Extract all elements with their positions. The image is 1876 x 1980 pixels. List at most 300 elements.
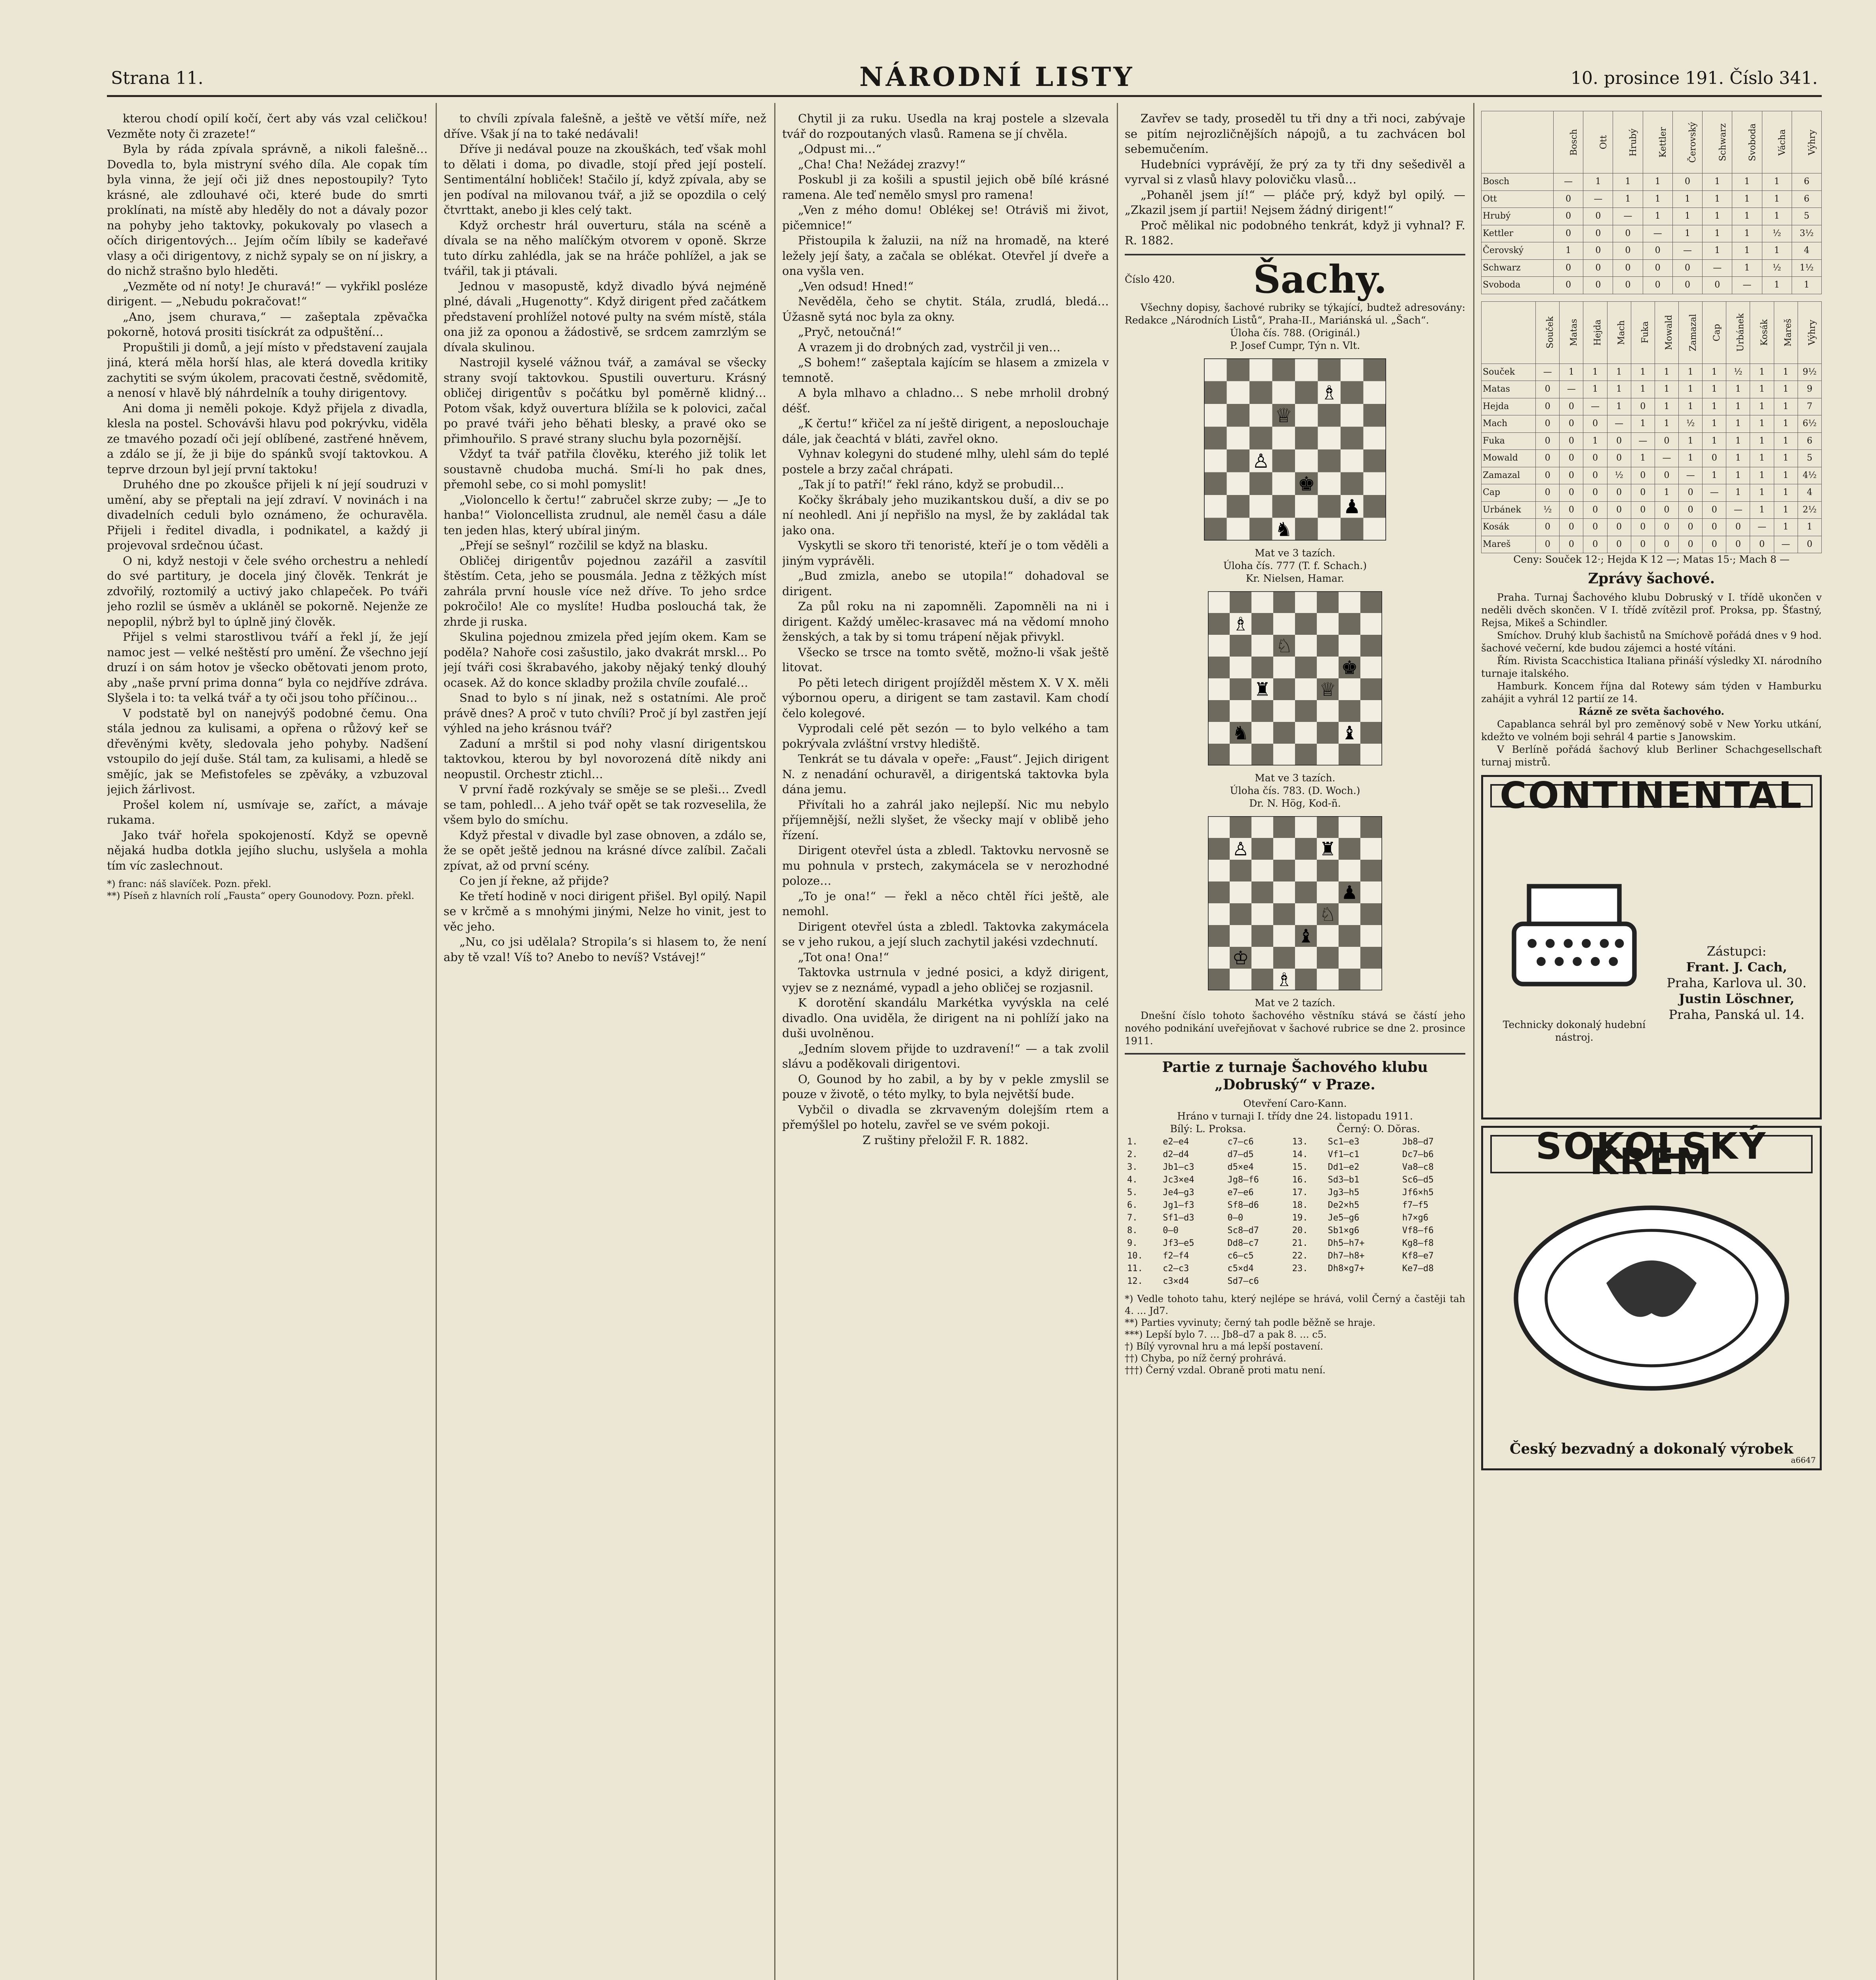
board-square xyxy=(1295,903,1317,925)
chess-piece xyxy=(1252,450,1270,472)
score-cell: 0 xyxy=(1583,259,1613,277)
paragraph: Vždyť ta tvář patřila člověku, kterého již tolik let soustavně chudoba muchá. Smí-li ho pak dnes, přemohl sebe, co si mohl pomyslit! xyxy=(444,447,766,491)
chess-piece xyxy=(1232,948,1249,969)
chess-piece xyxy=(1298,472,1315,495)
chess-piece xyxy=(1341,723,1358,744)
crosstable-row xyxy=(1482,519,1822,536)
board-square xyxy=(1273,722,1295,744)
paragraph: „S bohem!“ zašeptala kajícím se hlasem a zmizela v temnotě. xyxy=(782,356,1109,385)
score-cell: 1 xyxy=(1583,364,1607,381)
continental-advertisement xyxy=(1481,775,1822,1119)
board-square xyxy=(1364,518,1387,541)
move-cell: Kf8–e7 xyxy=(1402,1251,1434,1261)
score-cell: 0 xyxy=(1703,277,1732,294)
score-cell: 1 xyxy=(1792,277,1821,294)
move-cell: Va8–c8 xyxy=(1402,1162,1434,1172)
board-square xyxy=(1204,426,1227,449)
move-cell: Jf6×h5 xyxy=(1402,1187,1434,1198)
board-square xyxy=(1339,903,1360,925)
board-square xyxy=(1318,426,1341,449)
move-cell: 2. xyxy=(1127,1149,1138,1159)
crosstable-header: Matas xyxy=(1560,301,1583,364)
chess-piece xyxy=(1341,657,1358,679)
board-square xyxy=(1230,816,1251,838)
board-square xyxy=(1360,700,1382,722)
move-cell: 18. xyxy=(1292,1200,1308,1210)
score-cell: 0 xyxy=(1613,259,1643,277)
board-square xyxy=(1208,722,1230,744)
board-square xyxy=(1295,700,1317,722)
board-square xyxy=(1251,722,1273,744)
masthead-title: NÁRODNÍ LISTY xyxy=(859,61,1135,92)
paragraph: Prošel kolem ní, usmívaje se, zaříct, a mávaje rukama. xyxy=(107,798,428,826)
move-cell: De2×h5 xyxy=(1327,1200,1360,1210)
score-cell: 1 xyxy=(1554,242,1583,260)
footnotes xyxy=(107,878,428,902)
move-cell: Jc3×e4 xyxy=(1163,1175,1194,1185)
score-cell: 0 xyxy=(1750,536,1774,553)
move-cell: Dh8×g7+ xyxy=(1327,1263,1365,1274)
score-cell: 1 xyxy=(1703,190,1732,208)
score-cell: 0 xyxy=(1655,432,1678,450)
score-cell: 1 xyxy=(1655,398,1678,415)
board-square xyxy=(1251,903,1273,925)
crosstable-row xyxy=(1482,277,1822,294)
board-square xyxy=(1318,472,1341,495)
score-cell: 1 xyxy=(1732,225,1762,242)
board-square xyxy=(1204,449,1227,472)
crosstable-header: Zamazal xyxy=(1679,301,1703,364)
paragraph: Když orchestr hrál ouverturu, stála na scéně a dívala se na něho malíčkým otvorem v oponě. Skrze tuto dírku zahlédla, jak se na hráče pohlížel, a jak se tvářil, tak ji ptávali. xyxy=(444,218,766,278)
score-cell: 1 xyxy=(1774,519,1798,536)
score-cell: 0 xyxy=(1583,450,1607,467)
score-cell: — xyxy=(1554,173,1583,191)
score-cell: 1 xyxy=(1679,450,1703,467)
player-name: Schwarz xyxy=(1482,259,1554,277)
board-square xyxy=(1208,969,1230,990)
paragraph: „Tot ona! Ona!“ xyxy=(798,950,889,964)
score-cell: 1 xyxy=(1643,173,1672,191)
score-cell: — xyxy=(1703,484,1726,502)
chess-piece xyxy=(1275,404,1292,427)
score-cell: 0 xyxy=(1643,242,1672,260)
score-cell: — xyxy=(1672,242,1702,260)
player-name: Mach xyxy=(1482,415,1536,433)
move-cell: Kg8–f8 xyxy=(1402,1238,1434,1248)
move-row xyxy=(1126,1199,1465,1211)
chess-heading-row xyxy=(1125,258,1465,301)
ad-code: a6647 xyxy=(1791,1455,1816,1465)
chess-piece xyxy=(1232,839,1249,860)
score-cell: — xyxy=(1679,467,1703,484)
score-cell: 1 xyxy=(1732,173,1762,191)
score-cell: 0 xyxy=(1703,501,1726,519)
score-cell: 0 xyxy=(1583,501,1607,519)
score-cell: — xyxy=(1583,190,1613,208)
score-cell: ½ xyxy=(1607,467,1631,484)
news-item: Praha. Turnaj Šachového klubu Dobruský v I. třídě ukončen v neděli dvěch skončen. V I. třídě zvítězil prof. Proksa, pp. Šťastný, Rejsa, Mikeš a Schindler. xyxy=(1481,592,1822,628)
score-cell: 0 xyxy=(1536,381,1560,398)
board-square xyxy=(1339,969,1360,990)
move-cell: h7×g6 xyxy=(1402,1213,1428,1223)
paragraph: „Violoncello k čertu!“ zabručel skrze zuby; — „Je to hanba!“ Violoncellista zrudnul, ale neměl času a dále ten jeden hlas, který ubíral jiným. xyxy=(444,493,766,537)
board-square xyxy=(1251,969,1273,990)
problem-title: Úloha čís. 783. (D. Woch.) xyxy=(1230,784,1360,796)
move-cell: Sf1–d3 xyxy=(1163,1213,1194,1223)
move-row xyxy=(1126,1276,1465,1287)
paragraph: „Odpust mi…“ xyxy=(798,142,882,156)
board-square xyxy=(1339,947,1360,969)
score-cell: 1 xyxy=(1607,381,1631,398)
board-square xyxy=(1364,449,1387,472)
board-square xyxy=(1360,678,1382,700)
board-square xyxy=(1295,722,1317,744)
score-cell: — xyxy=(1631,432,1655,450)
problem-title: Úloha čís. 788. (Originál.) xyxy=(1230,327,1360,339)
score-cell: 0 xyxy=(1679,536,1703,553)
chess-piece xyxy=(1341,882,1358,904)
move-cell: Jb1–c3 xyxy=(1163,1162,1194,1172)
paragraph: Nastrojil kyselé vážnou tvář, a zamával se všecky strany svojí taktovkou. Spustili ouverturu. Krásný obličej dirigentův s počátku byl poměrně klidný… Potom však, když ouvertura blížila se k polovici, začal po pravé tváři jeho běhati blesky, a pravé oko se přimhouřilo. S pravé strany sluchu byla pozornější. xyxy=(444,356,766,446)
score-cell: 1 xyxy=(1672,208,1702,225)
problem-author: P. Josef Cumpr, Týn n. Vlt. xyxy=(1230,339,1360,351)
score-cell: 0 xyxy=(1607,501,1631,519)
footnote: *) Vedle tohoto tahu, který nejlépe se hrává, volil Černý a častěji tah 4. … Jd7. xyxy=(1125,1293,1465,1316)
score-cell: 0 xyxy=(1643,277,1672,294)
score-cell: 1 xyxy=(1774,364,1798,381)
move-cell: 13. xyxy=(1292,1137,1308,1147)
score-cell: 1 xyxy=(1726,432,1750,450)
board-square xyxy=(1273,860,1295,881)
crosstable-row xyxy=(1482,364,1822,381)
board-square xyxy=(1339,838,1360,860)
move-cell: 17. xyxy=(1292,1187,1308,1198)
score-cell: 0 xyxy=(1560,519,1583,536)
move-row xyxy=(1126,1263,1465,1275)
paragraph: Byla by ráda zpívala správně, a nikoli falešně… Dovedla to, byla mistryní svého díla. Ale copak tím byla vinna, že její oči již dnes nepostoupily? Tyto krásné, ale zdlouhavé oči, které bude do smrti proklínati, na místě aby hleděly do not a dávaly pozor na pohyby jeho taktovky, pokukovaly po vlasech a očích dirigentových… Jejím očím líbily se kadeřavé vlasy a oči dirigentovy, z nichž sypaly se on ní jiskry, a do nichž strašno bylo hleděti. xyxy=(107,142,428,278)
chess-piece xyxy=(1276,636,1293,657)
score-cell: 1 xyxy=(1774,415,1798,433)
score-cell: — xyxy=(1613,208,1643,225)
score-cell: 1 xyxy=(1613,173,1643,191)
board-square xyxy=(1251,613,1273,635)
score-cell: 1 xyxy=(1750,484,1774,502)
score-cell: ½ xyxy=(1679,415,1703,433)
score-cell: 1 xyxy=(1703,242,1732,260)
score-cell: 1 xyxy=(1726,415,1750,433)
news-item: Smíchov. Druhý klub šachistů na Smíchově pořádá dnes v 9 hod. šachové večerní, kde budou zájemci a hosté vítáni. xyxy=(1481,630,1822,654)
score-cell: 1 xyxy=(1679,398,1703,415)
board-square xyxy=(1208,947,1230,969)
score-cell: 1 xyxy=(1560,364,1583,381)
news-item: Hamburk. Koncem října dal Rotewy sám týden v Hamburku zahájit a vyhrál 12 partií ze 14. xyxy=(1481,680,1822,704)
chess-piece xyxy=(1320,679,1336,701)
board-square xyxy=(1339,816,1360,838)
board-square xyxy=(1273,881,1295,903)
footnote: ††) Chyba, po níž černý prohrává. xyxy=(1125,1352,1286,1364)
chess-piece xyxy=(1275,518,1292,541)
board-square xyxy=(1230,657,1251,678)
board-square xyxy=(1339,744,1360,765)
board-square xyxy=(1230,678,1251,700)
paragraph: Obličej dirigentův pojednou zazářil a zasvítil štěstím. Ceta, jeho se pousmála. Jedna z těžkých míst zahrála první housle více než dříve. To jeho srdce pokročilo! Ale co myslíte! Hudba poslouchá tak, že zhrde ji ruska. xyxy=(444,554,766,628)
crosstable-1 xyxy=(1481,111,1822,294)
cream-tin-icon xyxy=(1501,1191,1802,1405)
board-square xyxy=(1317,657,1339,678)
move-cell xyxy=(1326,1276,1400,1287)
score-cell: 0 xyxy=(1536,536,1560,553)
score-cell: — xyxy=(1774,536,1798,553)
chess-diagram-1 xyxy=(1204,358,1386,541)
player-name: Hrubý xyxy=(1482,208,1554,225)
chess-piece xyxy=(1320,381,1338,404)
paragraph: Vyhnav kolegyni do studené mlhy, ulehl sám do teplé postele a brzy začal chrápati. xyxy=(782,447,1109,476)
chess-intro: Všechny dopisy, šachové rubriky se týkající, budtež adresovány: Redakce „Národních Listů“, Praha-II., Mariánská ul. „Šach“. xyxy=(1125,301,1465,326)
score-cell: 0 xyxy=(1655,519,1678,536)
board-square xyxy=(1318,358,1341,381)
crosstable-header: Kettler xyxy=(1643,111,1672,173)
board-square xyxy=(1230,860,1251,881)
score-cell: 1 xyxy=(1774,398,1798,415)
score-cell: 1 xyxy=(1750,415,1774,433)
right-column xyxy=(1481,111,1822,1980)
move-cell: c7–c6 xyxy=(1227,1137,1254,1147)
score-cell: 1 xyxy=(1774,467,1798,484)
score-cell: — xyxy=(1750,519,1774,536)
game-title: Partie z turnaje Šachového klubu „Dobruský“ v Praze. xyxy=(1162,1059,1428,1093)
board-square xyxy=(1360,591,1382,613)
score-cell: 1 xyxy=(1631,450,1655,467)
score-cell: 4 xyxy=(1792,242,1821,260)
score-cell: 1 xyxy=(1583,173,1613,191)
move-cell: Jf3–e5 xyxy=(1163,1238,1194,1248)
score-cell: 1 xyxy=(1732,242,1762,260)
score-cell: 1 xyxy=(1583,432,1607,450)
score-cell: 1 xyxy=(1732,208,1762,225)
board-square xyxy=(1227,426,1250,449)
crosstable-row xyxy=(1482,467,1822,484)
board-square xyxy=(1208,635,1230,657)
crosstable-header: Čerovský xyxy=(1672,111,1702,173)
move-cell: 19. xyxy=(1292,1213,1308,1223)
paragraph: Všecko se trsce na tomto světě, možno-li však ještě litovat. xyxy=(782,645,1109,674)
crosstable-row xyxy=(1482,190,1822,208)
board-square xyxy=(1208,881,1230,903)
board-square xyxy=(1230,700,1251,722)
paragraph: Ani doma ji neměli pokoje. Když přijela z divadla, klesla na postel. Schovávši hlavu pod pokrývku, viděla ze tmavého pozadí oči její oblíbené, zastřené hněvem, a zdálo se jí, že ji bije do spánků svojí taktovkou. A teprve drzoun byl její první taktoku! xyxy=(107,401,428,476)
score-cell: 5 xyxy=(1798,450,1821,467)
board-square xyxy=(1295,881,1317,903)
score-cell: — xyxy=(1703,259,1732,277)
score-cell: ½ xyxy=(1726,364,1750,381)
world-item: V Berlíně pořádá šachový klub Berliner Schachgesellschaft turnaj mistrů. xyxy=(1481,744,1822,768)
chess-piece xyxy=(1298,926,1314,947)
move-cell: Dh7–h8+ xyxy=(1327,1251,1365,1261)
paragraph: Po pěti letech dirigent projížděl městem X. V X. měli výbornou operu, a dirigent se tam zastavil. Kam chodí čelo kolegové. xyxy=(782,676,1109,720)
paragraph: „Pohaněl jsem jí!“ — pláče prý, když byl opilý. — „Zkazil jsem jí partii! Nejsem žádný dirigent!“ xyxy=(1125,188,1465,217)
score-cell: 1 xyxy=(1703,381,1726,398)
score-cell: — xyxy=(1655,450,1678,467)
paragraph: Tenkrát se tu dávala v opeře: „Faust“. Jejich dirigent N. z nenadání ochuravěl, a dirigentská taktovka byla dána jemu. xyxy=(782,752,1109,796)
paragraph: V první řadě rozkývaly se směje se se pleši… Zvedl se tam, pohledl… A jeho tvář opět se tak rozveselila, že všem bylo do smíchu. xyxy=(444,782,766,826)
chess-piece xyxy=(1320,904,1336,925)
move-cell: Sc1–e3 xyxy=(1327,1137,1360,1147)
score-cell: 0 xyxy=(1703,450,1726,467)
board-square xyxy=(1273,925,1295,947)
board-square xyxy=(1295,358,1318,381)
footnote: ***) Lepší bylo 7. … Jb8–d7 a pak 8. … c5. xyxy=(1125,1329,1327,1340)
score-cell: 0 xyxy=(1613,225,1643,242)
board-square xyxy=(1204,518,1227,541)
score-cell: 0 xyxy=(1583,536,1607,553)
paragraph: kterou chodí opilí kočí, čert aby vás vzal celičkou! Vezměte noty či zrazete!“ xyxy=(107,112,428,141)
score-cell: — xyxy=(1726,501,1750,519)
crosstable-header: Bosch xyxy=(1554,111,1583,173)
column-divider xyxy=(1117,103,1118,1980)
score-cell: 1 xyxy=(1703,173,1732,191)
game-info: Hráno v turnaji I. třídy dne 24. listopadu 1911. xyxy=(1177,1110,1413,1122)
paragraph: O ni, když nestoji v čele svého orchestru a nehledí do své partitury, je docela jiný člověk. Tenkrát je zdvořilý, roztomilý a uctivý jako chlapeček. Po tváři jeho rozlil se úsměv a ukláněl se pokorně. Nejenže ze nepoplil, nýbrž byl to úplně jiný člověk. xyxy=(107,554,428,628)
board-square xyxy=(1364,472,1387,495)
board-square xyxy=(1251,744,1273,765)
sokolsky-krem-logo: SOKOLSKÝ KRÉM xyxy=(1490,1135,1813,1173)
score-cell: 0 xyxy=(1631,519,1655,536)
score-cell: 9 xyxy=(1798,381,1821,398)
paragraph: Zavřev se tady, proseděl tu tři dny a tři noci, zabývaje se pitím nejrozličnějších nápojů, a tu zachvácen bol sebemučením. xyxy=(1125,112,1465,156)
score-cell: 1 xyxy=(1655,381,1678,398)
move-row xyxy=(1126,1149,1465,1161)
move-row xyxy=(1126,1250,1465,1262)
score-cell: 1 xyxy=(1774,381,1798,398)
move-row xyxy=(1126,1212,1465,1224)
score-cell: 0 xyxy=(1536,467,1560,484)
paragraph: A vrazem ji do drobných zad, vystrčil ji ven… xyxy=(798,340,1061,354)
paragraph: Hudebníci vyprávějí, že prý za ty tři dny sešedivěl a vyrval si z vlasů hlavy polovičku vlasů… xyxy=(1125,157,1465,186)
board-square xyxy=(1317,969,1339,990)
move-cell: 9. xyxy=(1127,1238,1138,1248)
move-cell: 3. xyxy=(1127,1162,1138,1172)
board-square xyxy=(1272,472,1295,495)
move-cell: Jg1–f3 xyxy=(1163,1200,1194,1210)
move-row xyxy=(1126,1174,1465,1186)
crosstable-header: Výhry xyxy=(1792,111,1821,173)
score-cell: 0 xyxy=(1703,536,1726,553)
board-square xyxy=(1227,495,1250,518)
game-moves xyxy=(1125,1135,1465,1288)
paragraph: Zaduní a mrštil si pod nohy vlasní dirigentskou taktovkou, kterou by byl novorozená dítě nikdy ani neopustil. Orchestr ztichl… xyxy=(444,737,766,781)
board-square xyxy=(1251,860,1273,881)
board-square xyxy=(1317,613,1339,635)
paragraph: Kočky škrábaly jeho muzikantskou duší, a div se po ní neohledl. Ani jí nepřišlo na mysl, že by zakládal tak jako ona. xyxy=(782,493,1109,537)
crosstable-row xyxy=(1482,225,1822,242)
column-divider xyxy=(436,103,437,1980)
score-cell: 1 xyxy=(1703,208,1732,225)
board-square xyxy=(1360,635,1382,657)
chess-number: Číslo 420. xyxy=(1125,273,1175,285)
board-square xyxy=(1295,404,1318,427)
move-cell: Je5–g6 xyxy=(1327,1213,1360,1223)
score-cell: 7 xyxy=(1798,398,1821,415)
score-cell: 0 xyxy=(1631,501,1655,519)
score-cell: 0 xyxy=(1583,484,1607,502)
move-cell: d7–d5 xyxy=(1227,1149,1254,1159)
score-cell: 0 xyxy=(1536,484,1560,502)
paragraph: Taktovka ustrnula v jedné posici, a když dirigent, vyjev se z neznámé, vypadl a jeho obličej se rozjasnil. xyxy=(782,965,1109,994)
board-square xyxy=(1251,881,1273,903)
score-cell: 0 xyxy=(1655,467,1678,484)
score-cell: 1 xyxy=(1762,277,1792,294)
score-cell: — xyxy=(1583,398,1607,415)
board-square xyxy=(1208,816,1230,838)
crosstable-header: Vácha xyxy=(1762,111,1792,173)
paragraph: „Přejí se sešnyl“ rozčilil se když na blasku. xyxy=(459,539,708,552)
score-cell: 0 xyxy=(1583,242,1613,260)
score-cell: 0 xyxy=(1560,398,1583,415)
score-cell: 6 xyxy=(1798,432,1821,450)
problem-title: Úloha čís. 777 (T. f. Schach.) xyxy=(1223,560,1367,571)
score-cell: 0 xyxy=(1560,432,1583,450)
footnote: †) Bílý vyrovnal hru a má lepší postavení. xyxy=(1125,1340,1323,1352)
board-square xyxy=(1360,881,1382,903)
chess-diagram-3 xyxy=(1208,816,1382,990)
paragraph: „Vezměte od ní noty! Je churavá!“ — vykřikl posléze dirigent. — „Nebudu pokračovat!“ xyxy=(107,279,428,308)
paragraph: O, Gounod by ho zabil, a by by v pekle zmyslil se pouze v životě, o této mylky, to byla největší bude. xyxy=(782,1072,1109,1101)
chess-piece xyxy=(1276,969,1293,990)
move-cell: Dd1–e2 xyxy=(1327,1162,1360,1172)
score-cell: 0 xyxy=(1703,519,1726,536)
score-cell: 0 xyxy=(1726,519,1750,536)
move-cell: 10. xyxy=(1127,1251,1143,1261)
score-cell: 1 xyxy=(1774,450,1798,467)
paragraph: „Pryč, netoučná!“ xyxy=(798,325,902,339)
chess-note: Dnešní číslo tohoto šachového věstníku stává se částí jeho nového podnikání uveřejňovat v šachové rubrice se dne 2. prosince 1911. xyxy=(1125,1009,1465,1047)
score-cell: 0 xyxy=(1560,450,1583,467)
score-cell: 1 xyxy=(1762,173,1792,191)
score-cell: 1 xyxy=(1703,415,1726,433)
score-cell: — xyxy=(1732,277,1762,294)
chess-column-title: Šachy. xyxy=(1253,257,1387,302)
board-square xyxy=(1360,903,1382,925)
news-title: Zprávy šachové. xyxy=(1588,570,1715,587)
score-cell: 0 xyxy=(1583,467,1607,484)
score-cell: 1 xyxy=(1762,190,1792,208)
board-square xyxy=(1317,947,1339,969)
board-square xyxy=(1317,591,1339,613)
paragraph: Skulina pojednou zmizela před jejím okem. Kam se poděla? Nahoře cosi zašustilo, jako dvakrát mrskl… Po její tváři cosi škrabavého, jakoby nějaký tenký dlouhý ocasek. Až do konce skladby prožila chvíle zoufalé… xyxy=(444,630,766,689)
move-cell: e2–e4 xyxy=(1163,1137,1189,1147)
paragraph: Chytil ji za ruku. Usedla na kraj postele a slzevala tvář do rozpoutaných vlasů. Ramena se jí chvěla. xyxy=(782,112,1109,141)
score-cell: 0 xyxy=(1560,536,1583,553)
score-cell: 1 xyxy=(1631,415,1655,433)
board-square xyxy=(1317,744,1339,765)
score-cell: 0 xyxy=(1631,467,1655,484)
score-cell: 1 xyxy=(1679,432,1703,450)
problem-author: Dr. N. Hög, Kod-ñ. xyxy=(1249,797,1341,809)
score-cell: 1 xyxy=(1643,208,1672,225)
board-square xyxy=(1227,381,1250,404)
board-square xyxy=(1208,903,1230,925)
move-row xyxy=(1126,1225,1465,1237)
move-cell: 6. xyxy=(1127,1200,1138,1210)
move-cell: c2–c3 xyxy=(1163,1263,1189,1274)
paragraph: Snad to bylo s ní jinak, než s ostatními. Ale proč právě dnes? A proč v tuto chvíli? Proč jí byl zastřen její výhled na jeho krásnou tvář? xyxy=(444,691,766,735)
score-cell: — xyxy=(1536,364,1560,381)
score-cell: 1 xyxy=(1631,364,1655,381)
move-cell: Sf8–d6 xyxy=(1227,1200,1259,1210)
score-cell: 0 xyxy=(1554,259,1583,277)
board-square xyxy=(1251,925,1273,947)
paragraph: Jako tvář hořela spokojeností. Když se opevně nějaká hudba dotkla jejího sluchu, uslyšela a mohla tím víc zaslechnout. xyxy=(107,828,428,872)
